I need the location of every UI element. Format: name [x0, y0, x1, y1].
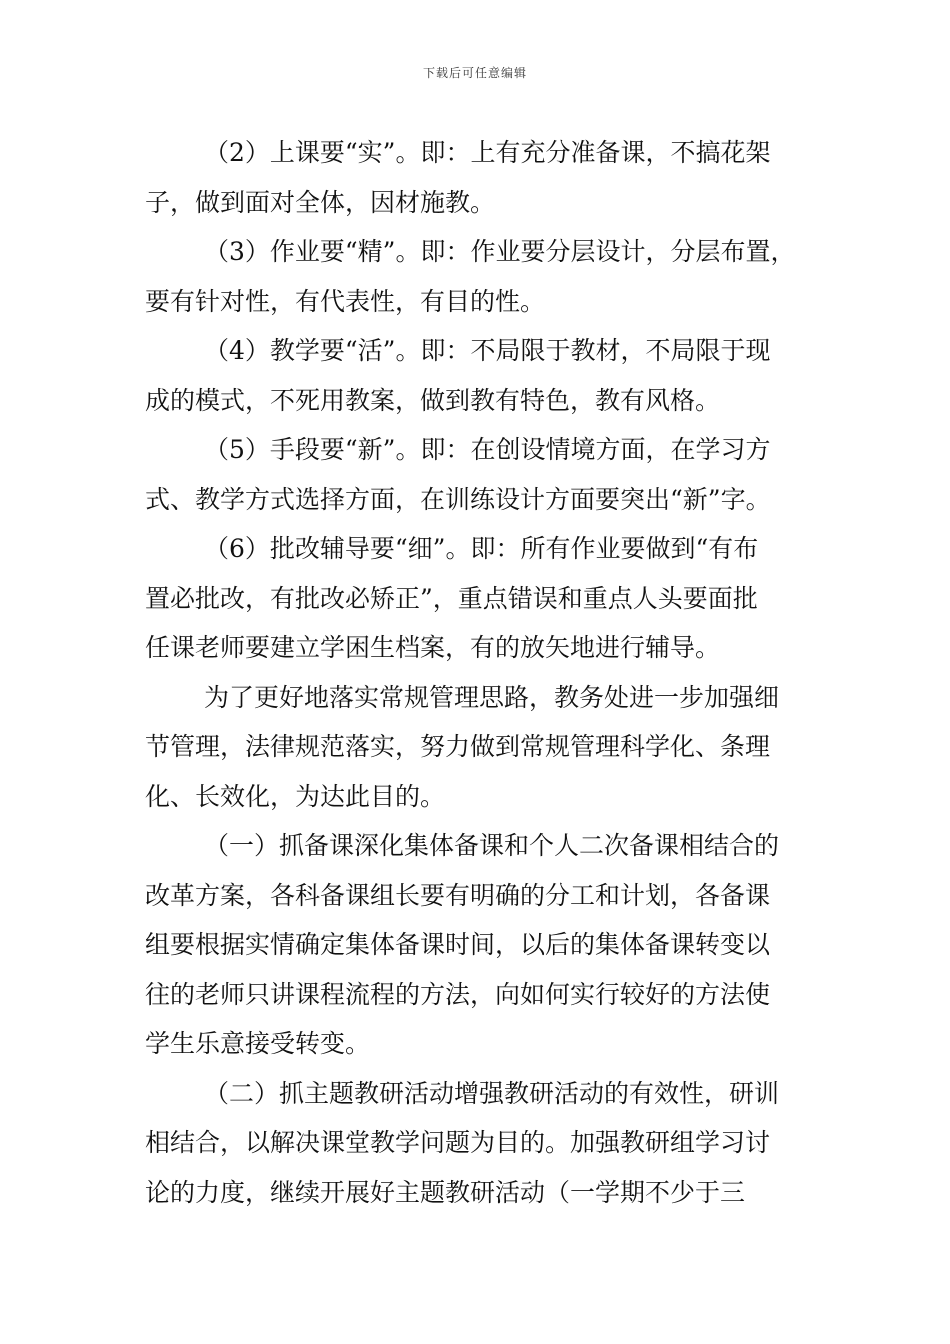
text-line: 置必批改，有批改必矫正”，重点错误和重点人头要面批	[145, 583, 758, 613]
paragraph-2	[145, 128, 817, 227]
paragraph-section-1	[145, 821, 817, 1069]
text-line: 节管理，法律规范落实，努力做到常规管理科学化、条理	[145, 732, 771, 761]
text-line: （二）抓主题教研活动增强教研活动的有效性，研训	[204, 1078, 780, 1108]
text-line: （2）上课要“实”。即：上有充分准备课，不搞花架	[204, 138, 771, 167]
text-line: 改革方案，各科备课组长要有明确的分工和计划，各备课	[145, 880, 771, 910]
paragraph-section-2	[145, 1069, 817, 1218]
text-line: 组要根据实情确定集体备课时间，以后的集体备课转变以	[145, 930, 771, 959]
paragraph-4	[145, 326, 817, 425]
text-line: 化、长效化，为达此目的。	[145, 781, 446, 811]
paragraph-intro	[145, 673, 817, 822]
text-line: 学生乐意接受转变。	[145, 1029, 371, 1058]
text-line: （6）批改辅导要“细”。即：所有作业要做到“有布	[204, 534, 759, 563]
text-line: 任课老师要建立学困生档案，有的放矢地进行辅导。	[145, 633, 721, 662]
text-line: 往的老师只讲课程流程的方法，向如何实行较好的方法使	[145, 979, 771, 1009]
text-line: 为了更好地落实常规管理思路，教务处进一步加强细	[204, 682, 780, 712]
text-line: 子，做到面对全体，因材施教。	[145, 187, 496, 217]
paragraph-5	[145, 425, 817, 524]
text-line: （一）抓备课深化集体备课和个人二次备课相结合的	[204, 831, 780, 860]
text-line: 式、教学方式选择方面，在训练设计方面要突出“新”字。	[145, 484, 771, 514]
text-line: （4）教学要“活”。即：不局限于教材，不局限于现	[204, 336, 771, 365]
paragraph-3	[145, 227, 817, 326]
text-line: （5）手段要“新”。即：在创设情境方面，在学习方	[204, 435, 771, 464]
text-line: （3）作业要“精”。即：作业要分层设计，分层布置，	[204, 237, 796, 266]
text-line: 论的力度，继续开展好主题教研活动（一学期不少于三	[145, 1177, 746, 1207]
page-header: 下载后可任意编辑	[422, 66, 527, 80]
document-body	[145, 128, 817, 1217]
text-line: 要有针对性，有代表性，有目的性。	[145, 286, 546, 316]
paragraph-6	[145, 524, 817, 673]
text-line: 相结合，以解决课堂教学问题为目的。加强教研组学习讨	[145, 1128, 771, 1157]
text-line: 成的模式，不死用教案，做到教有特色，教有风格。	[145, 385, 721, 415]
